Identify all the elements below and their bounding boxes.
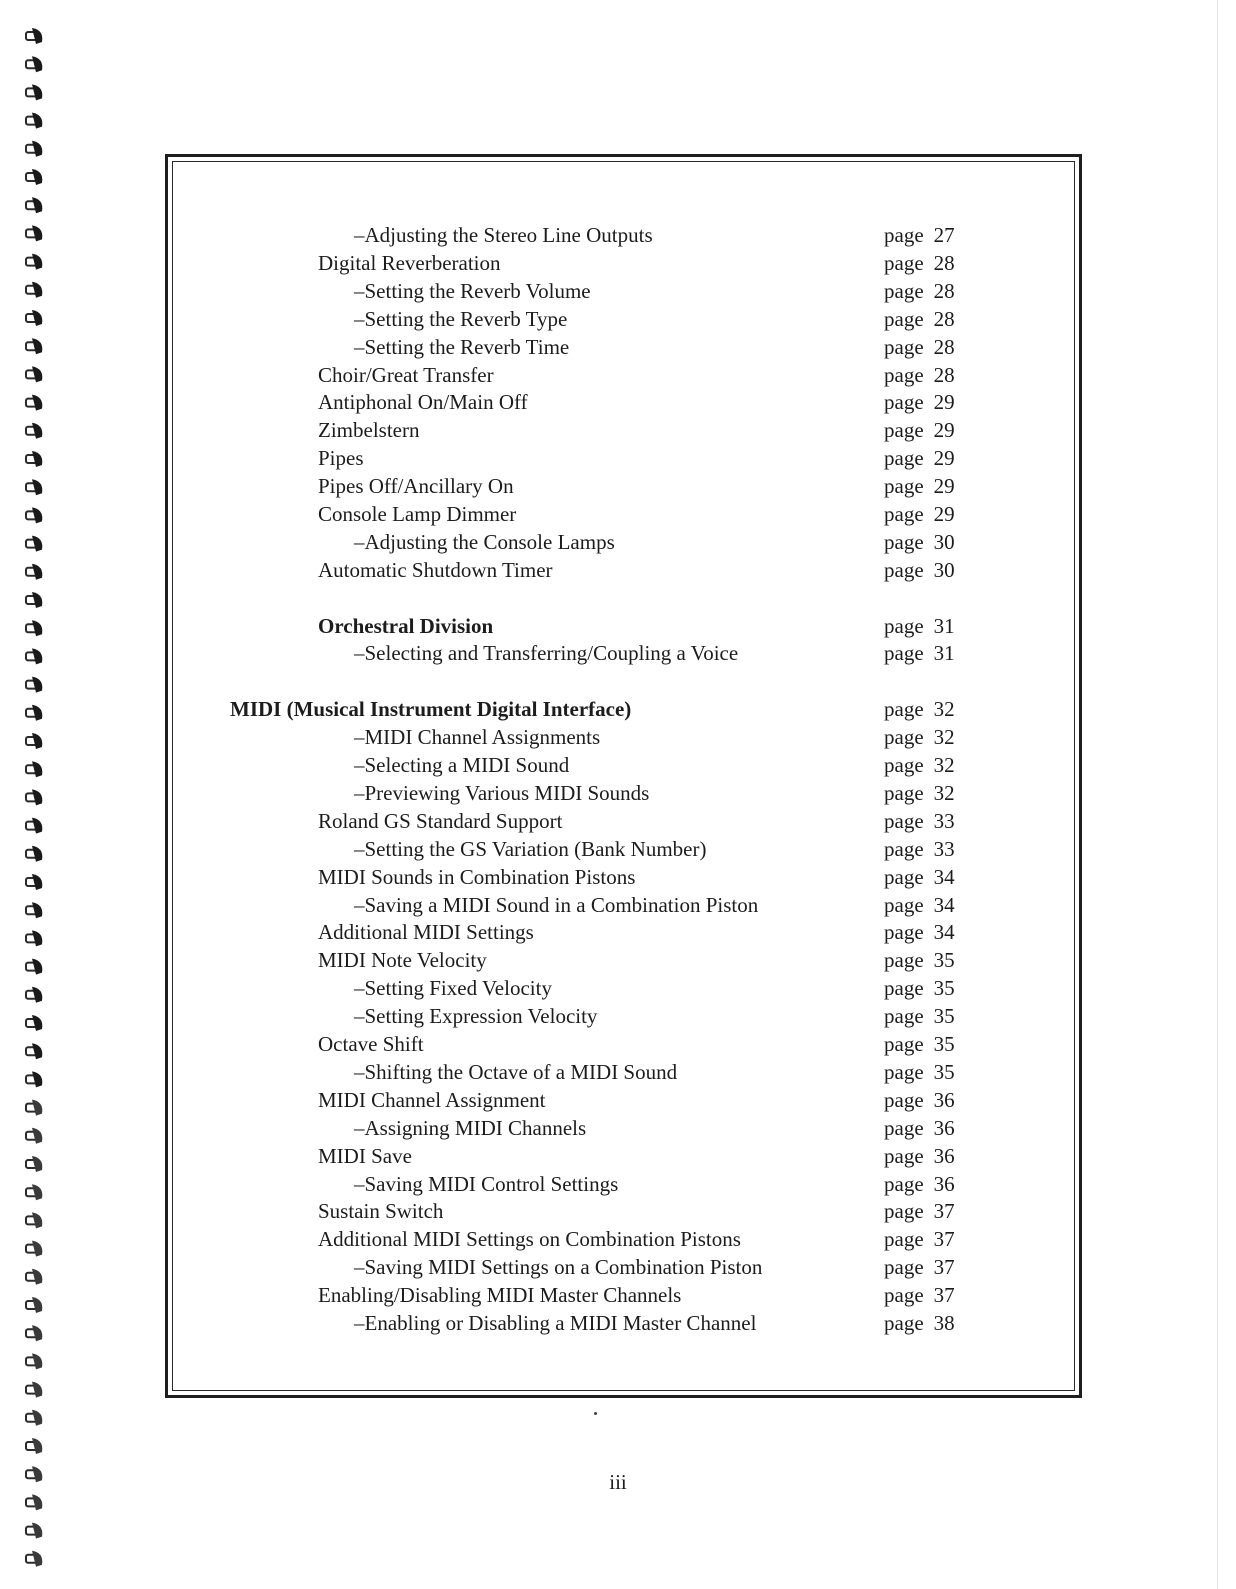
toc-page-word: page (884, 530, 924, 554)
toc-page-number: 29 (933, 474, 955, 498)
toc-page-number: 28 (933, 307, 955, 331)
toc-entry-page (884, 528, 955, 556)
binding-coil (26, 818, 42, 834)
toc-entry-page (884, 779, 955, 807)
toc-page-word: page (884, 614, 924, 638)
binding-coil (26, 536, 42, 552)
binding-coil (26, 141, 42, 157)
toc-page-number: 36 (933, 1172, 955, 1196)
toc-entry-title: Additional MIDI Settings (318, 920, 534, 944)
binding-coil (26, 84, 42, 100)
binding-coil (26, 1382, 42, 1398)
toc-entry-page (884, 1058, 955, 1086)
binding-coil (26, 395, 42, 411)
toc-entry-title: Enabling/Disabling MIDI Master Channels (318, 1283, 682, 1307)
toc-page-number: 37 (933, 1227, 955, 1251)
toc-entry (168, 221, 1079, 249)
binding-coil (26, 564, 42, 580)
toc-page-word: page (884, 1144, 924, 1168)
toc-entry-title: Digital Reverberation (318, 251, 501, 275)
toc-entry (168, 1086, 1079, 1114)
toc-page-number: 35 (933, 1032, 955, 1056)
binding-coil (26, 56, 42, 72)
page-edge (1217, 0, 1218, 1589)
toc-page-word: page (884, 1032, 924, 1056)
toc-page-word: page (884, 446, 924, 470)
toc-entry-page (884, 1309, 955, 1337)
toc-page-number: 32 (933, 697, 955, 721)
binding-coil (26, 1156, 42, 1172)
toc-page-word: page (884, 502, 924, 526)
toc-entry-page (884, 444, 955, 472)
binding-coil (26, 677, 42, 693)
binding-coil (26, 197, 42, 213)
toc-entry-page (884, 639, 955, 667)
toc-page-number: 35 (933, 1004, 955, 1028)
toc-page-word: page (884, 223, 924, 247)
toc-entry (168, 472, 1079, 500)
toc-page-number: 33 (933, 837, 955, 861)
toc-entry-title: –Adjusting the Console Lamps (354, 530, 615, 554)
toc-page-number: 37 (933, 1255, 955, 1279)
toc-entry-page (884, 891, 955, 919)
toc-entry (168, 1225, 1079, 1253)
toc-entry (168, 528, 1079, 556)
binding-coil (26, 1071, 42, 1087)
binding-coil (26, 1212, 42, 1228)
toc-entry-page (884, 500, 955, 528)
toc-entry-title: –Previewing Various MIDI Sounds (354, 781, 650, 805)
spiral-binding-icon (24, 22, 54, 1582)
toc-entry-title: Pipes (318, 446, 364, 470)
toc-entry-page (884, 974, 955, 1002)
toc-entry-title: MIDI Save (318, 1144, 412, 1168)
toc-entry-page (884, 835, 955, 863)
binding-coil (26, 254, 42, 270)
toc-page-word: page (884, 1199, 924, 1223)
toc-entry-title: MIDI Sounds in Combination Pistons (318, 865, 636, 889)
toc-entry (168, 1197, 1079, 1225)
binding-coil (26, 959, 42, 975)
binding-coil (26, 1523, 42, 1539)
toc-entry-page (884, 612, 955, 640)
toc-entry-page (884, 277, 955, 305)
binding-coil (26, 113, 42, 129)
binding-coil (26, 1128, 42, 1144)
toc-entry (168, 918, 1079, 946)
toc-entry (168, 1309, 1079, 1337)
toc-page-word: page (884, 1172, 924, 1196)
binding-coil (26, 620, 42, 636)
toc-entry-page (884, 1030, 955, 1058)
toc-page-number: 35 (933, 948, 955, 972)
binding-coil (26, 1241, 42, 1257)
binding-coil (26, 761, 42, 777)
binding-coil (26, 1494, 42, 1510)
toc-entry (168, 835, 1079, 863)
toc-entry (168, 779, 1079, 807)
toc-entry (168, 500, 1079, 528)
toc-entry (168, 1142, 1079, 1170)
toc-entry-title: Choir/Great Transfer (318, 363, 494, 387)
binding-coil (26, 169, 42, 185)
toc-entry-page (884, 1086, 955, 1114)
toc-entry-title: –Selecting and Transferring/Coupling a Voice (354, 641, 739, 665)
toc-entry-title: –Saving MIDI Control Settings (354, 1172, 619, 1196)
binding-coil (26, 902, 42, 918)
toc-entry-page (884, 807, 955, 835)
toc-page-number: 36 (933, 1088, 955, 1112)
toc-entry-page (884, 361, 955, 389)
toc-entry-page (884, 333, 955, 361)
toc-entry-title: Antiphonal On/Main Off (318, 390, 528, 414)
toc-page-word: page (884, 335, 924, 359)
toc-entry (168, 305, 1079, 333)
toc-entry (168, 1030, 1079, 1058)
page-number: iii (609, 1470, 627, 1494)
toc-page-number: 32 (933, 753, 955, 777)
binding-coil (26, 1297, 42, 1313)
binding-coil (26, 282, 42, 298)
binding-coil (26, 1325, 42, 1341)
toc-page-word: page (884, 976, 924, 1000)
toc-entry (168, 249, 1079, 277)
toc-page-word: page (884, 1004, 924, 1028)
toc-entry (168, 277, 1079, 305)
binding-coil (26, 507, 42, 523)
binding-coil (26, 1410, 42, 1426)
paper-speck (594, 1412, 597, 1415)
binding-coil (26, 846, 42, 862)
toc-entry (168, 863, 1079, 891)
binding-coil (26, 930, 42, 946)
toc-entry-title: –Assigning MIDI Channels (354, 1116, 587, 1140)
toc-page-number: 35 (933, 1060, 955, 1084)
toc-entry-page (884, 695, 955, 723)
toc-page-word: page (884, 251, 924, 275)
toc-entry (168, 639, 1079, 667)
toc-entry-title: Additional MIDI Settings on Combination Pistons (318, 1227, 741, 1251)
toc-entry-title: –Setting the Reverb Volume (354, 279, 591, 303)
toc-entry-page (884, 472, 955, 500)
toc-page-number: 36 (933, 1144, 955, 1168)
toc-page-number: 37 (933, 1199, 955, 1223)
toc-page-number: 29 (933, 418, 955, 442)
toc-entry-page (884, 1197, 955, 1225)
toc-page-number: 31 (933, 614, 955, 638)
toc-entry-title: –Adjusting the Stereo Line Outputs (354, 223, 653, 247)
toc-page-number: 32 (933, 725, 955, 749)
binding-coil (26, 987, 42, 1003)
toc-entry-title: –Shifting the Octave of a MIDI Sound (354, 1060, 678, 1084)
toc-page-word: page (884, 948, 924, 972)
toc-entry-title: MIDI (Musical Instrument Digital Interface) (230, 697, 632, 721)
binding-coil (26, 310, 42, 326)
toc-entry-page (884, 1281, 955, 1309)
toc-page-word: page (884, 920, 924, 944)
toc-entry (168, 612, 1079, 640)
binding-coil (26, 423, 42, 439)
toc-entry-title: –Selecting a MIDI Sound (354, 753, 570, 777)
toc-page-word: page (884, 279, 924, 303)
toc-page-number: 28 (933, 251, 955, 275)
toc-entry (168, 946, 1079, 974)
toc-entry-title: MIDI Channel Assignment (318, 1088, 546, 1112)
toc-page-word: page (884, 865, 924, 889)
toc-page-word: page (884, 893, 924, 917)
toc-entry-page (884, 556, 955, 584)
toc-page-word: page (884, 641, 924, 665)
toc-page-number: 28 (933, 279, 955, 303)
toc-page-word: page (884, 1227, 924, 1251)
toc-page-word: page (884, 558, 924, 582)
toc-entry-page (884, 305, 955, 333)
toc-entry-page (884, 221, 955, 249)
binding-coil (26, 874, 42, 890)
toc-entry-title: Console Lamp Dimmer (318, 502, 517, 526)
toc-page-word: page (884, 809, 924, 833)
toc-frame (165, 154, 1082, 1398)
toc-page-number: 36 (933, 1116, 955, 1140)
toc-page-word: page (884, 390, 924, 414)
toc-entry (168, 807, 1079, 835)
toc-page-number: 34 (933, 865, 955, 889)
toc-entry-title: –Saving MIDI Settings on a Combination Piston (354, 1255, 763, 1279)
toc-page-number: 28 (933, 363, 955, 387)
binding-coil (26, 789, 42, 805)
toc-page-word: page (884, 1311, 924, 1335)
toc-page-word: page (884, 1116, 924, 1140)
toc-entry-page (884, 723, 955, 751)
toc-page-number: 33 (933, 809, 955, 833)
toc-page-word: page (884, 307, 924, 331)
toc-entry-title: –Setting the Reverb Type (354, 307, 568, 331)
toc-entry (168, 751, 1079, 779)
toc-entry-page (884, 416, 955, 444)
toc-page-word: page (884, 837, 924, 861)
toc-entry-page (884, 1170, 955, 1198)
toc-entry-page (884, 1142, 955, 1170)
toc-entry (168, 388, 1079, 416)
toc-entry (168, 1002, 1079, 1030)
binding-coil (26, 366, 42, 382)
toc-page-word: page (884, 1060, 924, 1084)
toc-entry-page (884, 863, 955, 891)
toc-entry-title: Pipes Off/Ancillary On (318, 474, 514, 498)
toc-page-number: 35 (933, 976, 955, 1000)
toc-page-number: 29 (933, 446, 955, 470)
toc-entry-title: –Saving a MIDI Sound in a Combination Piston (354, 893, 759, 917)
toc-entry-title: –MIDI Channel Assignments (354, 725, 601, 749)
toc-entry-title: –Setting Expression Velocity (354, 1004, 598, 1028)
binding-coil (26, 225, 42, 241)
binding-coil (26, 451, 42, 467)
binding-coil (26, 338, 42, 354)
toc-entry-title: Automatic Shutdown Timer (318, 558, 553, 582)
spiral-binding (24, 22, 54, 1582)
toc-page-word: page (884, 474, 924, 498)
binding-coil (26, 1551, 42, 1567)
toc-entry (168, 361, 1079, 389)
toc-entry (168, 1281, 1079, 1309)
toc-entry-title: Sustain Switch (318, 1199, 444, 1223)
toc-entry-title: –Setting Fixed Velocity (354, 976, 552, 1000)
toc-entry-title: –Setting the Reverb Time (354, 335, 570, 359)
toc-page-word: page (884, 725, 924, 749)
binding-coil (26, 479, 42, 495)
binding-coil (26, 1184, 42, 1200)
toc-entry (168, 1253, 1079, 1281)
toc-page-word: page (884, 363, 924, 387)
toc-entry-page (884, 1253, 955, 1281)
toc-page-number: 31 (933, 641, 955, 665)
toc-entry (168, 1058, 1079, 1086)
toc-page-word: page (884, 1255, 924, 1279)
toc-page-number: 37 (933, 1283, 955, 1307)
binding-coil (26, 1438, 42, 1454)
toc-entry (168, 1170, 1079, 1198)
toc-entry-title: Roland GS Standard Support (318, 809, 563, 833)
toc-entry (168, 556, 1079, 584)
toc-entry (168, 444, 1079, 472)
toc-page-word: page (884, 418, 924, 442)
toc-page-number: 30 (933, 558, 955, 582)
toc-entry (168, 974, 1079, 1002)
toc-page-number: 29 (933, 390, 955, 414)
binding-coil (26, 1100, 42, 1116)
toc-entry-title: Orchestral Division (318, 614, 494, 638)
toc-entry-page (884, 946, 955, 974)
toc-page-number: 32 (933, 781, 955, 805)
toc-entry (168, 723, 1079, 751)
toc-entry (168, 695, 1079, 723)
toc-entry (168, 333, 1079, 361)
toc-page-word: page (884, 781, 924, 805)
toc-entry-page (884, 918, 955, 946)
toc-entry-title: MIDI Note Velocity (318, 948, 487, 972)
binding-coil (26, 648, 42, 664)
toc-entry-page (884, 1002, 955, 1030)
binding-coil (26, 705, 42, 721)
toc-page-number: 27 (933, 223, 955, 247)
toc-entry (168, 416, 1079, 444)
toc-entry-title: –Setting the GS Variation (Bank Number) (354, 837, 707, 861)
toc-entry-page (884, 1114, 955, 1142)
binding-coil (26, 1269, 42, 1285)
toc-entry-page (884, 751, 955, 779)
toc-entry-title: Octave Shift (318, 1032, 424, 1056)
toc-page-number: 38 (933, 1311, 955, 1335)
binding-coil (26, 1043, 42, 1059)
binding-coil (26, 733, 42, 749)
toc-page-number: 34 (933, 893, 955, 917)
toc-page-number: 28 (933, 335, 955, 359)
binding-coil (26, 1015, 42, 1031)
table-of-contents (168, 157, 1079, 1395)
binding-coil (26, 1353, 42, 1369)
toc-entry-page (884, 1225, 955, 1253)
toc-page-word: page (884, 753, 924, 777)
toc-page-number: 29 (933, 502, 955, 526)
toc-page-word: page (884, 697, 924, 721)
toc-page-word: page (884, 1283, 924, 1307)
toc-entry-title: –Enabling or Disabling a MIDI Master Channel (354, 1311, 757, 1335)
toc-entry-page (884, 388, 955, 416)
toc-page-number: 34 (933, 920, 955, 944)
toc-entry (168, 891, 1079, 919)
binding-coil (26, 592, 42, 608)
toc-page-word: page (884, 1088, 924, 1112)
toc-entry-page (884, 249, 955, 277)
toc-entry-title: Zimbelstern (318, 418, 420, 442)
toc-page-number: 30 (933, 530, 955, 554)
binding-coil (26, 28, 42, 44)
toc-entry (168, 1114, 1079, 1142)
